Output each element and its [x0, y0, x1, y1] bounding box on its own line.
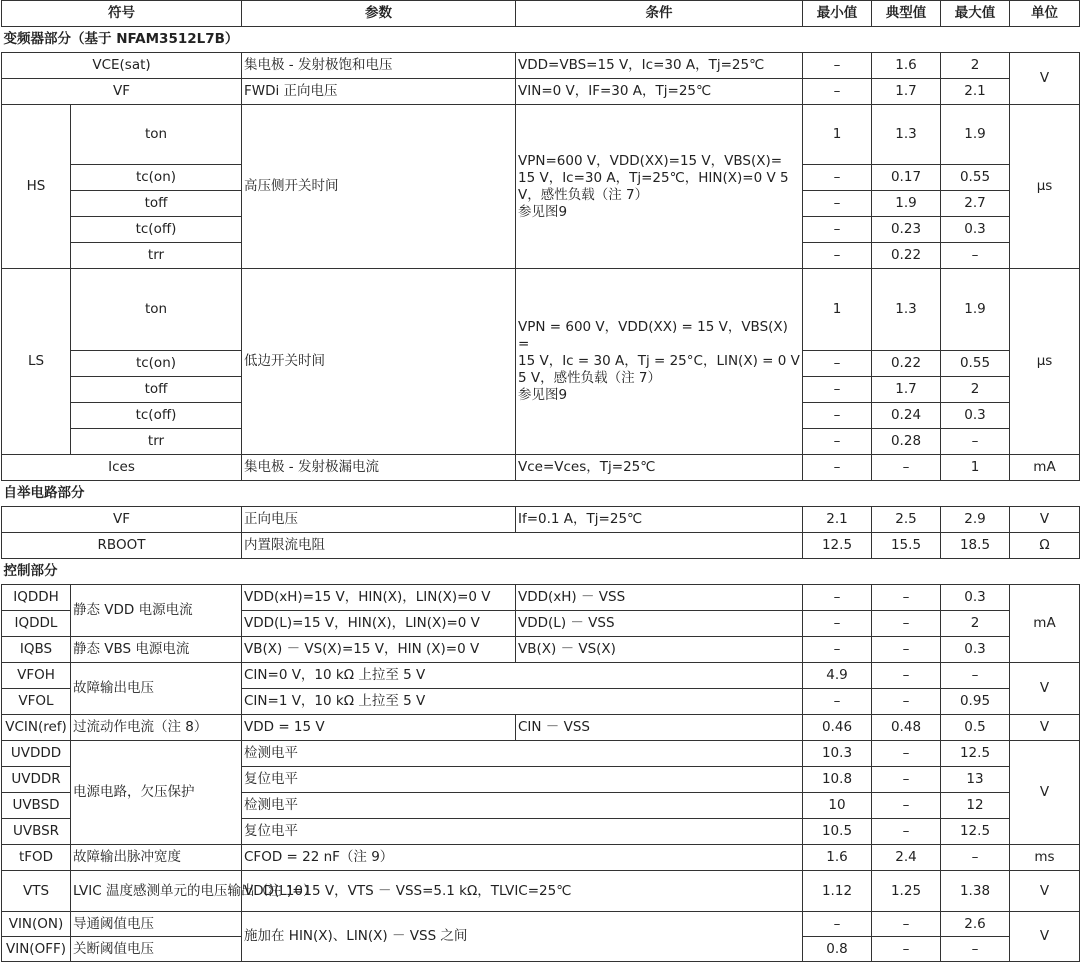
symbol-cell: UVDDD [2, 741, 71, 767]
param-cell: 静态 VDD 电源电流 [71, 585, 242, 637]
unit-cell: Ω [1010, 533, 1080, 559]
max-cell: 12.5 [941, 819, 1010, 845]
table-row [2, 741, 1080, 767]
unit-cell: V [1010, 53, 1080, 105]
spec-table [1, 0, 1080, 962]
symbol-cell: UVBSD [2, 793, 71, 819]
max-cell: 0.3 [941, 585, 1010, 611]
min-cell: – [803, 611, 872, 637]
param-cell: 关断阈值电压 [71, 937, 242, 962]
cond-line: 15 V，Ic = 30 A，Tj = 25°C，LIN(X) = 0 V [518, 353, 800, 369]
param-cell: 正向电压 [242, 507, 516, 533]
max-cell: – [941, 663, 1010, 689]
max-cell: – [941, 243, 1010, 269]
min-cell: – [803, 429, 872, 455]
max-cell: 0.3 [941, 637, 1010, 663]
table-row [2, 845, 1080, 871]
sub-symbol-cell: toff [71, 191, 242, 217]
typ-cell: 1.9 [872, 191, 941, 217]
unit-cell: mA [1010, 455, 1080, 481]
param-cell: 静态 VBS 电源电流 [71, 637, 242, 663]
param-cell: 集电极 - 发射极饱和电压 [242, 53, 516, 79]
unit-cell: V [1010, 912, 1080, 962]
typ-cell: 1.7 [872, 79, 941, 105]
cond-cell: CIN=0 V，10 kΩ 上拉至 5 V [242, 663, 803, 689]
header-row [2, 1, 1080, 27]
unit-cell: V [1010, 741, 1080, 845]
typ-cell: 0.24 [872, 403, 941, 429]
symbol-cell: VIN(OFF) [2, 937, 71, 962]
unit-cell: V [1010, 715, 1080, 741]
min-cell: 1.6 [803, 845, 872, 871]
typ-cell: – [872, 585, 941, 611]
min-cell: – [803, 217, 872, 243]
symbol-cell: VTS [2, 871, 71, 912]
min-cell: 0.8 [803, 937, 872, 962]
max-cell: – [941, 429, 1010, 455]
symbol-cell: VCE(sat) [2, 53, 242, 79]
min-cell: 2.1 [803, 507, 872, 533]
header-typ: 典型值 [872, 1, 941, 27]
table-row [2, 79, 1080, 105]
min-cell: – [803, 53, 872, 79]
max-cell: 1.38 [941, 871, 1010, 912]
typ-cell: – [872, 689, 941, 715]
cond-cell: VDD(L)=15 V，VTS － VSS=5.1 kΩ，TLVIC=25℃ [242, 871, 803, 912]
header-min: 最小值 [803, 1, 872, 27]
typ-cell: 2.4 [872, 845, 941, 871]
max-cell: 1.9 [941, 269, 1010, 351]
symbol-cell: Ices [2, 455, 242, 481]
typ-cell: – [872, 741, 941, 767]
typ-cell: 1.7 [872, 377, 941, 403]
cond-cell: CIN=1 V，10 kΩ 上拉至 5 V [242, 689, 803, 715]
typ-cell: – [872, 793, 941, 819]
typ-cell: 0.22 [872, 243, 941, 269]
section-bootstrap: 自举电路部分 [2, 481, 1080, 507]
unit-cell: V [1010, 663, 1080, 715]
unit-cell: V [1010, 871, 1080, 912]
param-cell: 故障输出电压 [71, 663, 242, 715]
typ-cell: 0.28 [872, 429, 941, 455]
cond-cell: VDD(xH) － VSS [516, 585, 803, 611]
sub-symbol-cell: tc(off) [71, 403, 242, 429]
symbol-cell: RBOOT [2, 533, 242, 559]
cond-cell: VDD(L)=15 V，HIN(X)，LIN(X)=0 V [242, 611, 516, 637]
symbol-cell: VFOH [2, 663, 71, 689]
typ-cell: – [872, 455, 941, 481]
table-row [2, 507, 1080, 533]
cond-line: 5 V，感性负载（注 7） [518, 370, 661, 386]
cond-cell: Vce=Vces，Tj=25℃ [516, 455, 803, 481]
max-cell: 12.5 [941, 741, 1010, 767]
param-cell: LVIC 温度感测单元的电压输出（注 10） [71, 871, 242, 912]
param-cell: FWDi 正向电压 [242, 79, 516, 105]
max-cell: 2 [941, 53, 1010, 79]
cond-cell: CIN － VSS [516, 715, 803, 741]
min-cell: 10.5 [803, 819, 872, 845]
typ-cell: – [872, 912, 941, 937]
typ-cell: 1.6 [872, 53, 941, 79]
max-cell: 0.55 [941, 165, 1010, 191]
max-cell: 0.3 [941, 403, 1010, 429]
cond-cell: 复位电平 [242, 819, 803, 845]
typ-cell: 1.25 [872, 871, 941, 912]
sub-symbol-cell: trr [71, 429, 242, 455]
unit-cell: mA [1010, 585, 1080, 663]
group-label-hs: HS [2, 105, 71, 269]
header-param: 参数 [242, 1, 516, 27]
cond-line: 15 V，Ic=30 A，Tj=25℃，HIN(X)=0 V 5 [518, 169, 789, 186]
max-cell: – [941, 937, 1010, 962]
max-cell: 13 [941, 767, 1010, 793]
min-cell: – [803, 912, 872, 937]
max-cell: 2.6 [941, 912, 1010, 937]
typ-cell: 0.48 [872, 715, 941, 741]
symbol-cell: VF [2, 79, 242, 105]
cond-line: V，感性负载（注 7） [518, 186, 649, 203]
max-cell: 2 [941, 611, 1010, 637]
typ-cell: – [872, 767, 941, 793]
header-unit: 单位 [1010, 1, 1080, 27]
max-cell: 0.55 [941, 351, 1010, 377]
header-max: 最大值 [941, 1, 1010, 27]
min-cell: – [803, 455, 872, 481]
max-cell: 18.5 [941, 533, 1010, 559]
param-cell: 导通阈值电压 [71, 912, 242, 937]
cond-cell: If=0.1 A，Tj=25℃ [516, 507, 803, 533]
typ-cell: 2.5 [872, 507, 941, 533]
cond-cell: CFOD = 22 nF（注 9） [242, 845, 803, 871]
min-cell: 12.5 [803, 533, 872, 559]
max-cell: 1 [941, 455, 1010, 481]
cond-cell-ls [516, 269, 803, 455]
min-cell: – [803, 79, 872, 105]
group-label-ls: LS [2, 269, 71, 455]
min-cell: 10.3 [803, 741, 872, 767]
param-cell: 集电极 - 发射极漏电流 [242, 455, 516, 481]
cond-line: VPN = 600 V，VDD(XX) = 15 V，VBS(X) = [518, 319, 788, 352]
cond-cell: VB(X) － VS(X) [516, 637, 803, 663]
table-row [2, 663, 1080, 689]
typ-cell: 0.17 [872, 165, 941, 191]
max-cell: 2.7 [941, 191, 1010, 217]
typ-cell: 1.3 [872, 105, 941, 165]
symbol-cell: IQDDL [2, 611, 71, 637]
sub-symbol-cell: tc(on) [71, 351, 242, 377]
symbol-cell: VCIN(ref) [2, 715, 71, 741]
table-row [2, 53, 1080, 79]
table-row [2, 455, 1080, 481]
cond-cell: VIN=0 V，IF=30 A，Tj=25℃ [516, 79, 803, 105]
sub-symbol-cell: toff [71, 377, 242, 403]
cond-cell: 复位电平 [242, 767, 803, 793]
sub-symbol-cell: ton [71, 269, 242, 351]
symbol-cell: VIN(ON) [2, 912, 71, 937]
cond-cell: 检测电平 [242, 741, 803, 767]
min-cell: – [803, 637, 872, 663]
min-cell: 1 [803, 105, 872, 165]
typ-cell: – [872, 663, 941, 689]
max-cell: 2.1 [941, 79, 1010, 105]
symbol-cell: tFOD [2, 845, 71, 871]
typ-cell: – [872, 611, 941, 637]
symbol-cell: VF [2, 507, 242, 533]
min-cell: – [803, 377, 872, 403]
typ-cell: 1.3 [872, 269, 941, 351]
table-row [2, 269, 1080, 351]
max-cell: 0.3 [941, 217, 1010, 243]
cond-line: 参见图9 [518, 387, 568, 403]
min-cell: – [803, 403, 872, 429]
min-cell: 1.12 [803, 871, 872, 912]
table-row [2, 912, 1080, 937]
typ-cell: – [872, 937, 941, 962]
symbol-cell: UVDDR [2, 767, 71, 793]
unit-cell: V [1010, 507, 1080, 533]
table-row [2, 637, 1080, 663]
symbol-cell: IQBS [2, 637, 71, 663]
cond-line: VPN=600 V，VDD(XX)=15 V，VBS(X)= [518, 152, 783, 169]
min-cell: 1 [803, 269, 872, 351]
unit-cell: μs [1010, 105, 1080, 269]
max-cell: 12 [941, 793, 1010, 819]
min-cell: – [803, 351, 872, 377]
min-cell: – [803, 689, 872, 715]
cond-cell: VDD=VBS=15 V，Ic=30 A，Tj=25℃ [516, 53, 803, 79]
min-cell: – [803, 191, 872, 217]
cond-cell: VDD = 15 V [242, 715, 516, 741]
min-cell: – [803, 243, 872, 269]
typ-cell: – [872, 637, 941, 663]
min-cell: – [803, 165, 872, 191]
param-cell: 低边开关时间 [242, 269, 516, 455]
min-cell: 4.9 [803, 663, 872, 689]
typ-cell: 15.5 [872, 533, 941, 559]
unit-cell: μs [1010, 269, 1080, 455]
cond-cell: 检测电平 [242, 793, 803, 819]
max-cell: 0.5 [941, 715, 1010, 741]
min-cell: 0.46 [803, 715, 872, 741]
max-cell: 2.9 [941, 507, 1010, 533]
param-cell: 故障输出脉冲宽度 [71, 845, 242, 871]
section-control: 控制部分 [2, 559, 1080, 585]
cond-cell: VDD(L) － VSS [516, 611, 803, 637]
typ-cell: – [872, 819, 941, 845]
param-cell: 过流动作电流（注 8） [71, 715, 242, 741]
sub-symbol-cell: trr [71, 243, 242, 269]
min-cell: 10 [803, 793, 872, 819]
table-row [2, 715, 1080, 741]
symbol-cell: UVBSR [2, 819, 71, 845]
typ-cell: 0.23 [872, 217, 941, 243]
cond-cell-hs [516, 105, 803, 269]
header-symbol: 符号 [2, 1, 242, 27]
table-row [2, 585, 1080, 611]
cond-cell: 施加在 HIN(X)、LIN(X) － VSS 之间 [242, 912, 803, 962]
sub-symbol-cell: ton [71, 105, 242, 165]
header-cond: 条件 [516, 1, 803, 27]
sub-symbol-cell: tc(off) [71, 217, 242, 243]
section-inverter: 变频器部分（基于 NFAM3512L7B） [2, 27, 1080, 53]
table-row [2, 105, 1080, 165]
max-cell: 0.95 [941, 689, 1010, 715]
max-cell: 2 [941, 377, 1010, 403]
typ-cell: 0.22 [872, 351, 941, 377]
param-cell: 电源电路，欠压保护 [71, 741, 242, 845]
cond-cell: VDD(xH)=15 V，HIN(X)，LIN(X)=0 V [242, 585, 516, 611]
sub-symbol-cell: tc(on) [71, 165, 242, 191]
symbol-cell: VFOL [2, 689, 71, 715]
max-cell: – [941, 845, 1010, 871]
cond-cell: VB(X) － VS(X)=15 V，HIN (X)=0 V [242, 637, 516, 663]
table-row [2, 533, 1080, 559]
max-cell: 1.9 [941, 105, 1010, 165]
unit-cell: ms [1010, 845, 1080, 871]
min-cell: 10.8 [803, 767, 872, 793]
table-row [2, 871, 1080, 912]
param-cell: 内置限流电阻 [242, 533, 803, 559]
cond-line: 参见图9 [518, 203, 568, 220]
symbol-cell: IQDDH [2, 585, 71, 611]
param-cell: 高压侧开关时间 [242, 105, 516, 269]
min-cell: – [803, 585, 872, 611]
